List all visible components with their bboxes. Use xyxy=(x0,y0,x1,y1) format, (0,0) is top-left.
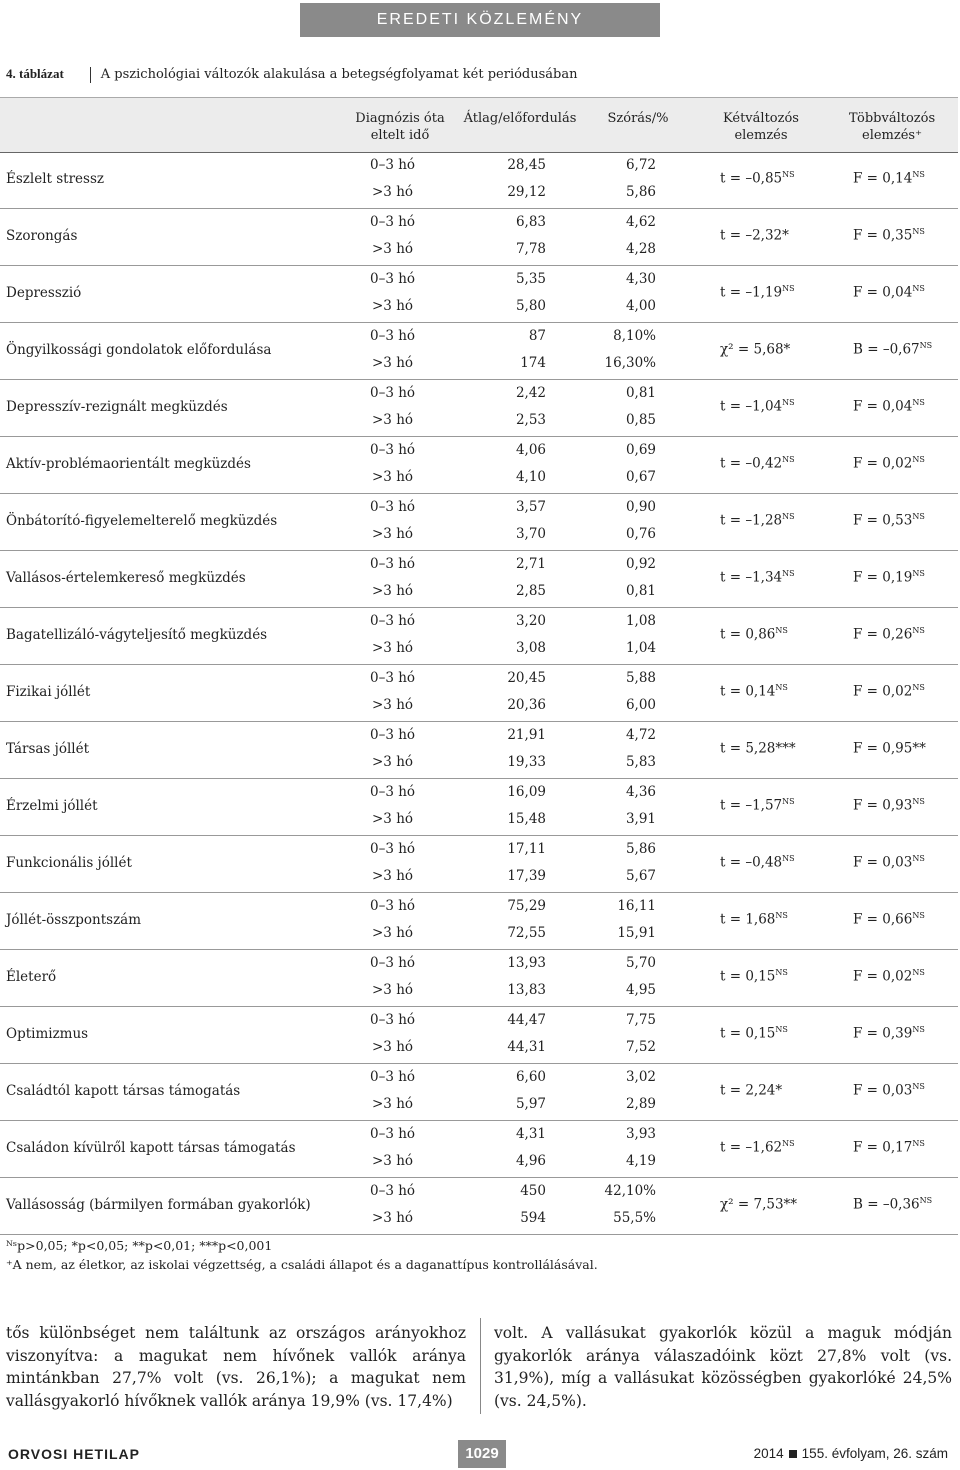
multivariate-result xyxy=(853,797,925,814)
sd-late: 0,81 xyxy=(625,583,656,599)
table-footnotes xyxy=(6,1236,598,1274)
multivariate-result-value: F = 0,17 xyxy=(853,1139,913,1156)
period-early: 0–3 hó xyxy=(370,157,416,173)
period-late: >3 hó xyxy=(372,1039,414,1055)
mean-late: 19,33 xyxy=(507,754,546,770)
sd-late: 6,00 xyxy=(625,697,656,713)
multivariate-result xyxy=(853,1025,925,1042)
mean-late: 72,55 xyxy=(507,925,546,941)
multivariate-result xyxy=(853,683,925,700)
sd-late: 0,76 xyxy=(625,526,656,542)
issue-year: 2014 xyxy=(753,1446,784,1461)
multivariate-result-significance: NS xyxy=(912,1025,925,1034)
multivariate-result-significance: NS xyxy=(912,455,925,464)
period-late: >3 hó xyxy=(372,697,414,713)
sd-early: 0,69 xyxy=(625,442,656,458)
bivariate-result-value: χ² = 7,53** xyxy=(720,1196,798,1213)
table-caption xyxy=(6,66,578,83)
mean-early: 3,20 xyxy=(515,613,546,629)
bivariate-result xyxy=(720,797,795,814)
bivariate-result-value: t = –0,85 xyxy=(720,170,783,187)
period-early: 0–3 hó xyxy=(370,841,416,857)
bivariate-result xyxy=(720,626,788,643)
multivariate-result-significance: NS xyxy=(912,569,925,578)
bivariate-result xyxy=(720,284,795,301)
sd-early: 5,86 xyxy=(625,841,656,857)
bivariate-result-significance: NS xyxy=(782,854,795,863)
mean-late: 2,85 xyxy=(515,583,546,599)
bivariate-result-significance: NS xyxy=(782,398,795,407)
period-late: >3 hó xyxy=(372,925,414,941)
sd-late: 4,28 xyxy=(625,241,656,257)
table-row xyxy=(0,209,958,266)
section-header-label: EREDETI KÖZLEMÉNY xyxy=(376,11,584,28)
table-row xyxy=(0,836,958,893)
multivariate-result xyxy=(853,284,925,301)
mean-early: 17,11 xyxy=(507,841,546,857)
multivariate-result xyxy=(853,1196,932,1213)
mean-late: 7,78 xyxy=(515,241,546,257)
bivariate-result xyxy=(720,398,795,415)
mean-early: 28,45 xyxy=(507,157,546,173)
row-label: Fizikai jóllét xyxy=(6,684,91,700)
page-footer xyxy=(0,1438,960,1470)
col-header-bivariate-line1: Kétváltozós xyxy=(723,111,799,126)
bivariate-result-value: t = –1,28 xyxy=(720,512,783,529)
table-row xyxy=(0,1178,958,1235)
period-early: 0–3 hó xyxy=(370,1069,416,1085)
multivariate-result-significance: NS xyxy=(919,1196,933,1205)
bivariate-result-value: χ² = 5,68* xyxy=(720,341,791,358)
multivariate-result-significance: NS xyxy=(912,170,925,179)
bivariate-result-significance: NS xyxy=(782,569,795,578)
mean-early: 16,09 xyxy=(507,784,546,800)
row-label: Vallásos-értelemkereső megküzdés xyxy=(6,570,246,586)
mean-late: 2,53 xyxy=(515,412,546,428)
row-label: Családon kívülről kapott társas támogatás xyxy=(6,1140,296,1156)
multivariate-result-significance: NS xyxy=(912,683,925,692)
column-divider xyxy=(480,1318,481,1414)
bivariate-result-value: t = 0,15 xyxy=(720,1025,776,1042)
multivariate-result-value: F = 0,93 xyxy=(853,797,913,814)
multivariate-result-value: F = 0,14 xyxy=(853,170,913,187)
col-header-time-line1: Diagnózis óta xyxy=(355,111,445,126)
bivariate-result-significance: NS xyxy=(782,797,795,806)
mean-late: 44,31 xyxy=(507,1039,546,1055)
period-early: 0–3 hó xyxy=(370,727,416,743)
bivariate-result-value: t = 1,68 xyxy=(720,911,776,928)
multivariate-result-significance: NS xyxy=(912,512,925,521)
sd-late: 0,67 xyxy=(625,469,656,485)
sd-early: 7,75 xyxy=(625,1012,656,1028)
multivariate-result-value: F = 0,66 xyxy=(853,911,913,928)
table-row xyxy=(0,1121,958,1178)
multivariate-result-value: F = 0,39 xyxy=(853,1025,913,1042)
multivariate-result xyxy=(853,740,926,757)
period-early: 0–3 hó xyxy=(370,955,416,971)
sd-early: 0,92 xyxy=(625,556,656,572)
row-label: Érzelmi jóllét xyxy=(6,798,98,814)
row-label: Jóllét-összpontszám xyxy=(6,912,142,928)
period-early: 0–3 hó xyxy=(370,385,416,401)
period-late: >3 hó xyxy=(372,982,414,998)
row-label: Vallásosság (bármilyen formában gyakorlók) xyxy=(6,1197,311,1213)
bivariate-result-value: t = 0,86 xyxy=(720,626,776,643)
mean-early: 5,35 xyxy=(515,271,546,287)
table-body xyxy=(0,152,958,1235)
multivariate-result-value: F = 0,02 xyxy=(853,683,913,700)
mean-late: 4,96 xyxy=(515,1153,546,1169)
bivariate-result-value: t = –1,57 xyxy=(720,797,783,814)
multivariate-result-significance: NS xyxy=(912,398,925,407)
sd-early: 5,70 xyxy=(625,955,656,971)
page-number: 1029 xyxy=(458,1440,506,1468)
bivariate-result-value: t = –0,48 xyxy=(720,854,783,871)
mean-late: 13,83 xyxy=(507,982,546,998)
mean-late: 29,12 xyxy=(507,184,546,200)
multivariate-result-value: B = –0,36 xyxy=(853,1196,920,1213)
col-header-multivariate-line1: Többváltozós xyxy=(848,111,936,126)
period-early: 0–3 hó xyxy=(370,499,416,515)
sd-late: 3,91 xyxy=(625,811,656,827)
mean-early: 4,06 xyxy=(515,442,546,458)
multivariate-result-significance: NS xyxy=(912,1139,925,1148)
multivariate-result-significance: NS xyxy=(912,854,925,863)
bivariate-result-significance: NS xyxy=(782,1139,795,1148)
sd-early: 4,36 xyxy=(625,784,656,800)
multivariate-result-value: F = 0,53 xyxy=(853,512,913,529)
row-label: Öngyilkossági gondolatok előfordulása xyxy=(6,342,272,358)
table-row xyxy=(0,494,958,551)
multivariate-result xyxy=(853,911,925,928)
bivariate-result-significance: NS xyxy=(782,170,795,179)
period-late: >3 hó xyxy=(372,868,414,884)
sd-late: 4,95 xyxy=(625,982,656,998)
bivariate-result-significance: NS xyxy=(775,911,788,920)
bivariate-result xyxy=(720,455,795,472)
bivariate-result xyxy=(720,170,795,187)
period-late: >3 hó xyxy=(372,640,414,656)
period-early: 0–3 hó xyxy=(370,442,416,458)
period-late: >3 hó xyxy=(372,184,414,200)
sd-early: 0,90 xyxy=(625,499,656,515)
separator-square-icon xyxy=(789,1450,797,1458)
multivariate-result-value: F = 0,26 xyxy=(853,626,913,643)
bivariate-result-value: t = –1,04 xyxy=(720,398,783,415)
bivariate-result xyxy=(720,512,795,529)
multivariate-result-value: F = 0,03 xyxy=(853,854,913,871)
bivariate-result-value: t = 0,14 xyxy=(720,683,776,700)
period-late: >3 hó xyxy=(372,469,414,485)
sd-late: 5,67 xyxy=(625,868,656,884)
row-label: Funkcionális jóllét xyxy=(6,855,132,871)
bivariate-result xyxy=(720,911,788,928)
col-header-sd: Szórás/% xyxy=(607,111,669,126)
bivariate-result-value: t = –1,19 xyxy=(720,284,783,301)
period-early: 0–3 hó xyxy=(370,556,416,572)
table-row xyxy=(0,551,958,608)
section-header-band xyxy=(300,3,660,37)
row-label: Családtól kapott társas támogatás xyxy=(6,1083,241,1099)
bivariate-result xyxy=(720,569,795,586)
sd-early: 0,81 xyxy=(625,385,656,401)
table-row xyxy=(0,266,958,323)
footnote-significance: ᴺˢp>0,05; *p<0,05; **p<0,01; ***p<0,001 xyxy=(6,1238,273,1253)
col-header-multivariate xyxy=(830,110,954,144)
body-text-left: tős különbséget nem találtunk az országos arányokhoz viszonyítva: a magukat nem hívőnek vallók aránya mintánkban 27,7% volt (vs. 26,1%); a magukat nem vallásgyakorló hívőknek vallók aránya 19,9% (vs. 17,4%) xyxy=(6,1324,466,1410)
mean-late: 594 xyxy=(520,1210,546,1226)
multivariate-result xyxy=(853,170,925,187)
multivariate-result-significance: NS xyxy=(912,626,925,635)
period-late: >3 hó xyxy=(372,241,414,257)
bivariate-result-significance: NS xyxy=(775,626,788,635)
bivariate-result xyxy=(720,341,790,358)
body-text-right: volt. A vallásukat gyakorlók közül a maguk módján gyakorlók aránya válaszadóink közt 27,8% volt (vs. 31,9%), míg a vallásukat közösségben gyakorlóké 24,5% (vs. 24,5%). xyxy=(494,1324,952,1410)
sd-early: 6,72 xyxy=(625,157,656,173)
sd-late: 1,04 xyxy=(625,640,656,656)
table-row xyxy=(0,323,958,380)
mean-early: 13,93 xyxy=(507,955,546,971)
multivariate-result xyxy=(853,341,932,358)
bivariate-result-significance: NS xyxy=(782,284,795,293)
period-early: 0–3 hó xyxy=(370,328,416,344)
mean-late: 20,36 xyxy=(507,697,546,713)
row-label: Depresszív-rezignált megküzdés xyxy=(6,399,228,415)
table-row xyxy=(0,893,958,950)
bivariate-result-value: t = –2,32* xyxy=(720,227,789,244)
sd-early: 4,30 xyxy=(625,271,656,287)
multivariate-result xyxy=(853,854,925,871)
sd-late: 4,19 xyxy=(625,1153,656,1169)
multivariate-result-significance: NS xyxy=(912,227,925,236)
bivariate-result xyxy=(720,1082,782,1099)
period-early: 0–3 hó xyxy=(370,1126,416,1142)
mean-early: 87 xyxy=(528,328,546,344)
row-label: Életerő xyxy=(6,969,57,985)
bivariate-result xyxy=(720,1139,795,1156)
bivariate-result-significance: NS xyxy=(775,1025,788,1034)
bivariate-result-significance: NS xyxy=(782,455,795,464)
period-early: 0–3 hó xyxy=(370,1183,416,1199)
row-label: Depresszió xyxy=(6,285,82,301)
sd-late: 55,5% xyxy=(613,1210,656,1226)
row-label: Észlelt stressz xyxy=(6,171,105,187)
sd-early: 5,88 xyxy=(625,670,656,686)
bivariate-result-value: t = 5,28*** xyxy=(720,740,796,757)
sd-late: 5,83 xyxy=(625,754,656,770)
sd-early: 1,08 xyxy=(625,613,656,629)
period-late: >3 hó xyxy=(372,811,414,827)
multivariate-result xyxy=(853,1139,925,1156)
table-row xyxy=(0,380,958,437)
sd-early: 4,62 xyxy=(625,214,656,230)
multivariate-result-significance: NS xyxy=(919,341,933,350)
mean-early: 6,83 xyxy=(515,214,546,230)
sd-late: 0,85 xyxy=(625,412,656,428)
table-header xyxy=(0,97,958,153)
multivariate-result xyxy=(853,1082,925,1099)
mean-early: 20,45 xyxy=(507,670,546,686)
multivariate-result xyxy=(853,626,925,643)
multivariate-result-significance: NS xyxy=(912,968,925,977)
period-early: 0–3 hó xyxy=(370,613,416,629)
multivariate-result-value: F = 0,19 xyxy=(853,569,913,586)
row-label: Aktív-problémaorientált megküzdés xyxy=(6,456,251,472)
mean-early: 75,29 xyxy=(507,898,546,914)
period-late: >3 hó xyxy=(372,754,414,770)
col-header-time-line2: eltelt idő xyxy=(370,128,430,143)
mean-early: 21,91 xyxy=(507,727,546,743)
mean-early: 2,42 xyxy=(515,385,546,401)
sd-late: 2,89 xyxy=(625,1096,656,1112)
mean-late: 3,08 xyxy=(515,640,546,656)
bivariate-result-value: t = 2,24* xyxy=(720,1082,783,1099)
table-caption-title: A pszichológiai változók alakulása a betegségfolyamat két periódusában xyxy=(100,67,578,82)
mean-early: 44,47 xyxy=(507,1012,546,1028)
table-row xyxy=(0,665,958,722)
mean-late: 15,48 xyxy=(507,811,546,827)
multivariate-result-value: B = –0,67 xyxy=(853,341,920,358)
period-late: >3 hó xyxy=(372,1153,414,1169)
sd-early: 4,72 xyxy=(625,727,656,743)
bivariate-result-significance: NS xyxy=(775,968,788,977)
bivariate-result xyxy=(720,683,788,700)
row-label: Társas jóllét xyxy=(6,741,90,757)
multivariate-result-value: F = 0,95** xyxy=(853,740,926,757)
table-row xyxy=(0,152,958,209)
sd-early: 42,10% xyxy=(604,1183,656,1199)
period-late: >3 hó xyxy=(372,1096,414,1112)
multivariate-result-value: F = 0,02 xyxy=(853,455,913,472)
sd-early: 3,02 xyxy=(625,1069,656,1085)
sd-late: 16,30% xyxy=(604,355,656,371)
table-row xyxy=(0,722,958,779)
bivariate-result xyxy=(720,968,788,985)
mean-late: 4,10 xyxy=(515,469,546,485)
bivariate-result-significance: NS xyxy=(775,683,788,692)
row-label: Optimizmus xyxy=(6,1026,89,1042)
multivariate-result-significance: NS xyxy=(912,911,925,920)
multivariate-result xyxy=(853,398,925,415)
mean-late: 5,97 xyxy=(515,1096,546,1112)
sd-late: 15,91 xyxy=(617,925,656,941)
mean-early: 4,31 xyxy=(515,1126,546,1142)
table-row xyxy=(0,1007,958,1064)
bivariate-result xyxy=(720,227,789,244)
bivariate-result-value: t = –1,62 xyxy=(720,1139,783,1156)
mean-late: 17,39 xyxy=(507,868,546,884)
bivariate-result xyxy=(720,1196,797,1213)
issue-volume: 155. évfolyam, 26. szám xyxy=(801,1446,948,1461)
mean-late: 174 xyxy=(520,355,546,371)
row-label: Szorongás xyxy=(6,228,78,244)
table-row xyxy=(0,779,958,836)
sd-late: 5,86 xyxy=(625,184,656,200)
row-label: Önbátorító-figyelemelterelő megküzdés xyxy=(6,513,278,529)
period-late: >3 hó xyxy=(372,355,414,371)
multivariate-result xyxy=(853,569,925,586)
bivariate-result-significance: NS xyxy=(782,512,795,521)
multivariate-result-value: F = 0,35 xyxy=(853,227,913,244)
sd-early: 16,11 xyxy=(617,898,656,914)
table-row xyxy=(0,437,958,494)
period-early: 0–3 hó xyxy=(370,271,416,287)
period-late: >3 hó xyxy=(372,526,414,542)
bivariate-result-value: t = –0,42 xyxy=(720,455,783,472)
multivariate-result-significance: NS xyxy=(912,284,925,293)
col-header-bivariate-line2: elemzés xyxy=(734,128,788,143)
journal-name: ORVOSI HETILAP xyxy=(8,1446,140,1462)
multivariate-result xyxy=(853,455,925,472)
mean-early: 3,57 xyxy=(515,499,546,515)
period-late: >3 hó xyxy=(372,583,414,599)
multivariate-result-value: F = 0,03 xyxy=(853,1082,913,1099)
multivariate-result-value: F = 0,02 xyxy=(853,968,913,985)
period-early: 0–3 hó xyxy=(370,1012,416,1028)
mean-late: 3,70 xyxy=(515,526,546,542)
multivariate-result-value: F = 0,04 xyxy=(853,284,913,301)
sd-early: 3,93 xyxy=(625,1126,656,1142)
mean-early: 450 xyxy=(520,1183,546,1199)
multivariate-result-significance: NS xyxy=(912,797,925,806)
period-late: >3 hó xyxy=(372,1210,414,1226)
period-late: >3 hó xyxy=(372,412,414,428)
bivariate-result xyxy=(720,740,796,757)
col-header-bivariate xyxy=(705,110,817,144)
mean-early: 2,71 xyxy=(515,556,546,572)
table-row xyxy=(0,608,958,665)
table-row xyxy=(0,950,958,1007)
col-header-mean: Átlag/előfordulás xyxy=(463,111,577,126)
period-early: 0–3 hó xyxy=(370,784,416,800)
period-late: >3 hó xyxy=(372,298,414,314)
bivariate-result xyxy=(720,854,795,871)
col-header-multivariate-line2: elemzés⁺ xyxy=(862,128,922,143)
bivariate-result-value: t = 0,15 xyxy=(720,968,776,985)
table-caption-label: 4. táblázat xyxy=(6,66,64,81)
footnote-controls: ⁺A nem, az életkor, az iskolai végzettség, a családi állapot és a daganattípus kontrollálásával. xyxy=(6,1257,598,1272)
period-early: 0–3 hó xyxy=(370,670,416,686)
sd-early: 8,10% xyxy=(613,328,656,344)
multivariate-result-value: F = 0,04 xyxy=(853,398,913,415)
issue-info xyxy=(754,1446,948,1461)
sd-late: 7,52 xyxy=(625,1039,656,1055)
bivariate-result-value: t = –1,34 xyxy=(720,569,783,586)
multivariate-result xyxy=(853,968,925,985)
period-early: 0–3 hó xyxy=(370,898,416,914)
period-early: 0–3 hó xyxy=(370,214,416,230)
multivariate-result-significance: NS xyxy=(912,1082,925,1091)
mean-late: 5,80 xyxy=(515,298,546,314)
table-row xyxy=(0,1064,958,1121)
multivariate-result xyxy=(853,227,925,244)
caption-divider xyxy=(90,67,91,83)
mean-early: 6,60 xyxy=(515,1069,546,1085)
row-label: Bagatellizáló-vágyteljesítő megküzdés xyxy=(6,627,268,643)
bivariate-result xyxy=(720,1025,788,1042)
multivariate-result xyxy=(853,512,925,529)
col-header-time xyxy=(345,110,455,144)
sd-late: 4,00 xyxy=(625,298,656,314)
